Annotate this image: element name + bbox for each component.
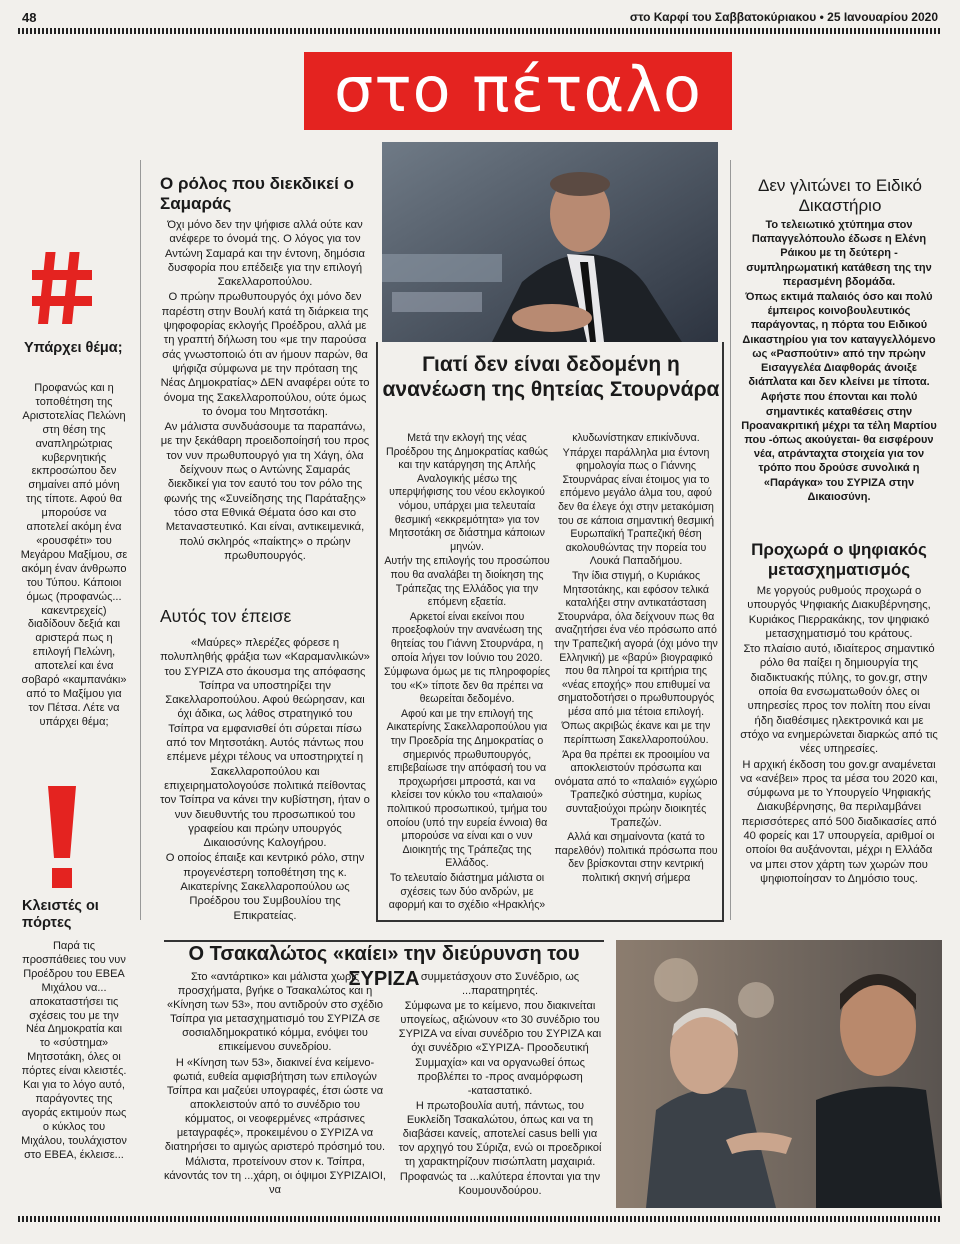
running-head: στο Καρφί του Σαββατοκύριακου • 25 Ιανουαρίου 2020 — [629, 10, 938, 24]
top-rule — [18, 28, 942, 34]
section-banner: στο πέταλο — [304, 52, 732, 130]
paragraph: συμμετάσχουν στο Συνέδριο, ως ...παρατηρητές. — [420, 971, 580, 998]
paragraph: κλυδωνίστηκαν επικίνδυνα. — [572, 432, 700, 444]
tsakalotos-tsipras-photo — [616, 940, 942, 1208]
paragraph: Όπως ακριβώς έκανε και με την περίπτωση Σακελλαροπούλου. — [561, 720, 711, 747]
article-body-peise — [160, 636, 370, 924]
paragraph: Σύμφωνα με το κείμενο, που διακινείται υπογείως, αξιώνουν «το 30 συνέδριο του ΣΥΡΙΖΑ να είναι συνέδριο του ΣΥΡΙΖΑ και όχι συνέδριο «ΣΥΡΙΖΑ- Προοδευτική Συμμαχία» και να οργανωθεί όπως προβλέπει το -προς αναμόρφωση -καταστατικό. — [398, 1000, 602, 1097]
bottom-heading: Ο Τσακαλώτος «καίει» την διεύρυνση του ΣΥΡΙΖΑ — [188, 943, 580, 990]
paragraph: Μετά την εκλογή της νέας Προέδρου της Δημοκρατίας καθώς και την κατάργηση της Απλής Αναλογικής μέσω της υπερψήφισης του νέου εκλογικού νόμου, υπάρχει μια τελευταία θεσμική «εκκρεμότητα» για τον Μητσοτάκη σε διάστημα κάποιων μηνών. — [385, 432, 549, 553]
bottom-body-right — [394, 970, 606, 1200]
article-body-samaras — [160, 218, 370, 564]
paragraph: Όπως εκτιμά παλαιός όσο και πολύ έμπειρος κοινοβουλευτικός παράγοντας, η πόρτα του Ειδικού Δικαστηρίου για τον καταγγελλόμενο ως «Ρασπούτιν» από την πρώην Εισαγγελέα Διαφθοράς άνοιξε διάπλατα και δεν κλείνει με τίποτα. — [742, 291, 936, 389]
exclamation-icon — [44, 786, 80, 890]
page-number: 48 — [22, 10, 37, 25]
paragraph: Το τελευταίο διάστημα μάλιστα οι σχέσεις των δύο ανδρών, με αφορμή και το σχέδιο «Ηρακλής» — [388, 872, 546, 912]
paragraph: Προφανώς τα ...καλύτερα έπονται για την Κουμουνδούρου. — [399, 1171, 601, 1198]
paragraph: Αυτήν της επιλογής του προσώπου που θα αναλάβει τη διοίκηση της Τράπεζας της Ελλάδος για την επόμενη εξαετία. — [384, 555, 550, 609]
stournaras-photo — [382, 142, 718, 342]
paragraph: Αφού και με την επιλογή της Αικατερίνης Σακελλαροπούλου για την Προεδρία της Δημοκρατίας ο σημερινός πρωθυπουργός, επιβεβαίωσε την απόφασή του να προχωρήσει μπροστά, και να κλείσει τον κύκλο του «παλαιού» πολιτικού προσωπικού, τμήμα του οποίου (υπό την ευρεία έννοια) θα μπορούσε να είναι και ο νυν Διοικητής της Τράπεζας της Ελλάδος. — [386, 707, 548, 870]
paragraph: Αφήστε που έπονται και πολύ σημαντικές καταθέσεις στην Προανακριτική μέχρι τα τέλη Μαρτίου που -όπως ακούγεται- θα εισφέρουν νέα, ατράνταχτα στοιχεία για τον τρόπο που δρούσε συνολικά η «Παράγκα» του ΣΥΡΙΖΑ στην Δικαιοσύνη. — [741, 391, 937, 503]
article-heading-samaras: Ο ρόλος που διεκδικεί ο Σαμαράς — [160, 174, 355, 213]
sidebar-body-1: Προφανώς και η τοποθέτηση της Αριστοτελίας Πελώνη στη θέση της αναπληρώτριας κυβερνητικής εκπροσώπου δεν σημαίνει από μόνη της τίποτε. Αφού θα μπορούσε να αποτελεί ακόμη ένα «ρουσφέτι» του Μεγάρου Μαξίμου, σε ακόμη έναν άνθρωπο του Τύπου. Κάποιοι όμως (προφανώς... κακεντρεχείς) διαδίδουν δεξιά και αριστερά πως η επιλογή Πελώνη, αποτελεί και ένα σοβαρό «καμπανάκι» από το Μαξίμου για τον Πέτσα. Λέτε να υπάρχει θέμα; — [20, 382, 128, 728]
paragraph: Αρκετοί είναι εκείνοι που προεξοφλούν την ανανέωση της θητείας του Γιάννη Στουρνάρα, η οποία λήγει τον Ιούνιο του 2020. — [390, 610, 544, 664]
paragraph: Ο πρώην πρωθυπουργός όχι μόνο δεν παρέστη στην Βουλή κατά τη διάρκεια της ψηφοφορίας εκλογής Προέδρου, αλλά με τη γραπτή δήλωση του «με την παρούσα σάς γνωστοποιώ ότι αν ήμουν παρών, θα ψήφιζα σύμφωνα με την πρόταση της Νέας Δημοκρατίας» ΔΕΝ αναφέρει ούτε το όνομα της Σακελλαροπούλου, ούτε όμως το όνομα του Μητσοτάκη. — [160, 291, 370, 418]
sidebar-heading-1: Υπάρχει θέμα; — [24, 340, 123, 356]
article-body-dikastirio — [740, 218, 938, 505]
paragraph: Μάλιστα, προτείνουν στον κ. Τσίπρα, κάνοντάς τον τη ...χάρη, οι όψιμοι ΣΥΡΙΖΑΙΟΙ, να — [164, 1156, 386, 1197]
paragraph: Με γοργούς ρυθμούς προχωρά ο υπουργός Ψηφιακής Διακυβέρνησης, Κυριάκος Πιερρακάκης, τον ψηφιακό μετασχηματισμό του κράτους. — [747, 585, 931, 640]
paragraph: Την ίδια στιγμή, ο Κυριάκος Μητσοτάκης, και εφόσον τελικά καταλήξει στην αντικατάσταση Στουρνάρα, όλα δείχνουν πως θα αναζητήσει ένα νέο πρόσωπο από την Τραπεζική αγορά (όχι μόνο την Ελληνική) με «βαρύ» βιογραφικό που θα πληροί τα κριτήρια της «νέας εποχής» που επιθυμεί να σηματοδοτήσει ο πρωθυπουργός μέσα από μια τέτοια επιλογή. — [554, 569, 718, 718]
paragraph: Η «Κίνηση των 53», διακινεί ένα κείμενο-φωτιά, ευθεία αμφισβήτηση των επιλογών Τσίπρα και μαζεύει υπογραφές, έτσι ώστε να αποκλειστούν από το συνέδριο του κόμματος, οι νεοφερμένες «πράσινες μεταγραφές», προκειμένου ο ΣΥΡΙΖΑ να διατηρήσει το αμιγώς αριστερό πρόσημό του. — [164, 1056, 386, 1154]
feature-body-right — [554, 432, 718, 887]
paragraph: Αλλά και σημαίνοντα (κατά το παρελθόν) πολιτικά πρόσωπα που δεν βρίσκονται στην κεντρική πολιτική σκηνή σήμερα — [554, 831, 718, 884]
paragraph: Όχι μόνο δεν την ψήφισε αλλά ούτε καν ανέφερε το όνομά της. Ο λόγος για τον Αντώνη Σαμαρά και την έντονη, δημόσια δυσφορία που επέδειξε για την επιλογή Σακελλαροπούλου. — [165, 219, 365, 289]
feature-body-left — [384, 432, 550, 914]
paragraph: Σύμφωνα όμως με τις πληροφορίες του «Κ» τίποτε δεν θα πρέπει να θεωρείται δεδομένο. — [384, 666, 551, 706]
paragraph: Ο οποίος έπαιξε και κεντρικό ρόλο, στην προγενέστερη τοποθέτηση της κ. Αικατερίνης Σακελλαροπούλου ως Προέδρου του Συμβουλίου της Επικρατείας. — [165, 852, 365, 922]
hash-icon — [30, 248, 94, 328]
paragraph: Στο «αντάρτικο» και μάλιστα χωρίς προσχήματα, βγήκε ο Τσακαλώτος και η «Κίνηση των 53», που αντιδρούν στο σχέδιο Τσίπρα για μετασχηματισμό του ΣΥΡΙΖΑ σε σοσιαλδημοκρατικό κόμμα, ενόψει του επικείμενου συνεδρίου. — [167, 971, 383, 1054]
paragraph: Στο πλαίσιο αυτό, ιδιαίτερος σημαντικό ρόλο θα παίξει η δημιουργία της διαδικτυακής πύλης, το gov.gr, στην οποία θα ενσωματωθούν όλες οι υπηρεσίες προς τον πολίτη που είναι ήδη διαθέσιμες ηλεκτρονικά και με στόχο να ενημερώνεται διαρκώς από τις νέες υπηρεσίες. — [740, 643, 938, 756]
article-heading-peise: Αυτός τον έπεισε — [160, 606, 292, 626]
article-heading-psifiakos: Προχωρά ο ψηφιακός μετασχηματισμός — [751, 540, 927, 579]
bottom-body-left — [164, 970, 386, 1199]
column-divider-right — [730, 160, 731, 920]
sidebar-body-2: Παρά τις προσπάθειες του νυν Προέδρου του ΕΒΕΑ Μιχάλου να... αποκαταστήσει τις σχέσεις του με την Νέα Δημοκρατία και το «σύστημα» Μητσοτάκη, όλες οι πόρτες είναι κλειστές. Και για το λόγο αυτό, παράγοντες της αγοράς εκτιμούν πως ο κύκλος του Μιχάλου, τουλάχιστον στο ΕΒΕΑ, έκλεισε... — [21, 940, 127, 1161]
article-heading-dikastirio: Δεν γλιτώνει το Ειδικό Δικαστήριο — [757, 176, 922, 215]
paragraph: Η αρχική έκδοση του gov.gr αναμένεται να «ανέβει» προς τα μέσα του 2020 και, σύμφωνα με το Υπουργείο Ψηφιακής Διακυβέρνησης, θα περιλαμβάνει περισσότερες από 500 διαδικασίες από 40 φορείς και 17 υπουργεία, αριθμοί οι οποίοι θα αυξάνονται, μέχρι η Ελλάδα να μπει στον χάρτη των χωρών που ψηφιοποίησαν το Δημόσιο τους. — [740, 758, 938, 885]
bottom-page-rule — [18, 1216, 942, 1222]
sidebar-heading-2: Κλειστές οι πόρτες — [22, 898, 99, 931]
paragraph: Η πρωτοβουλία αυτή, πάντως, του Ευκλείδη Τσακαλώτου, όπως και να τη διαβάσει κανείς, αποτελεί casus belli για τον αρχηγό του Σύριζα, ενώ οι προεδρικοί τη χαρακτηρίζουν πισώπλατη μαχαιριά. — [398, 1099, 602, 1169]
paragraph: Το τελειωτικό χτύπημα στον Παπαγγελόπουλο έδωσε η Ελένη Ράικου με τη δεύτερη - συμπληρωματική κατάθεση της την περασμένη βδομάδα. — [746, 219, 932, 288]
column-divider — [140, 160, 141, 920]
paragraph: Αν μάλιστα συνδυάσουμε τα παραπάνω, με την ξεκάθαρη προειδοποίησή του προς τον νυν πρωθυπουργό για τη Χάγη, όλα δείχνουν πως ο Αντώνης Σαμαράς διεκδικεί για τον εαυτό του τον ρόλο της φωνής της «Συνείδησης της Παράταξης» τόσο στα Εθνικά Θέματα όσο και στο Μεταναστευτικό. Και είναι, αντικειμενικά, πολύ σκληρός «παίκτης» ο πρώην πρωθυπουργός. — [160, 421, 370, 562]
paragraph: Υπάρχει παράλληλα μια έντονη φημολογία πως ο Γιάννης Στουρνάρας είναι έτοιμος για το επόμενο μεγάλο άλμα του, αφού δεν θα έλεγε όχι στην μετακόμιση του σε κάποια σημαντική θεσμική Ευρωπαϊκή Τραπεζική θέση ακολουθώντας την πορεία του Λουκά Παπαδήμου. — [557, 446, 715, 568]
feature-heading: Γιατί δεν είναι δεδομένη η ανανέωση της θητείας Στουρνάρα — [382, 353, 720, 401]
paragraph: «Μαύρες» πλερέζες φόρεσε η πολυπληθής φράξια των «Καραμανλικών» του ΣΥΡΙΖΑ στο άκουσμα της απόφασης Τσίπρα να υποστηρίξει την Σακελλαροπούλου. Αφού θεώρησαν, και όχι άδικα, ως λάθος στρατηγικό του Τσίπρα να εμφανισθεί ότι σύρεται πίσω από τον Μητσοτάκη. Αυτός πάντως που επέμενε μέχρι τέλους να υποστηριχτεί η Σακελλαροπούλου και επιχειρηματολογούσε πολιτικά πείθοντας τον Τσίπρα να κάνει την κυβίστηση, ήταν ο νυν διευθυντής του προσωπικού του γραφείου και πρώην υπουργός Δικαιοσύνης Καλογήρου. — [160, 637, 370, 850]
paragraph: Άρα θα πρέπει εκ προοιμίου να αποκλειστούν πρόσωπα και ονόματα από το «παλαιό» εγχώριο Τραπεζικό σύστημα, κυρίως συνταξιούχοι πρώην διοικητές Τραπεζών. — [554, 748, 718, 829]
sidebar-block-1 — [24, 340, 124, 357]
article-body-psifiakos — [740, 584, 938, 887]
